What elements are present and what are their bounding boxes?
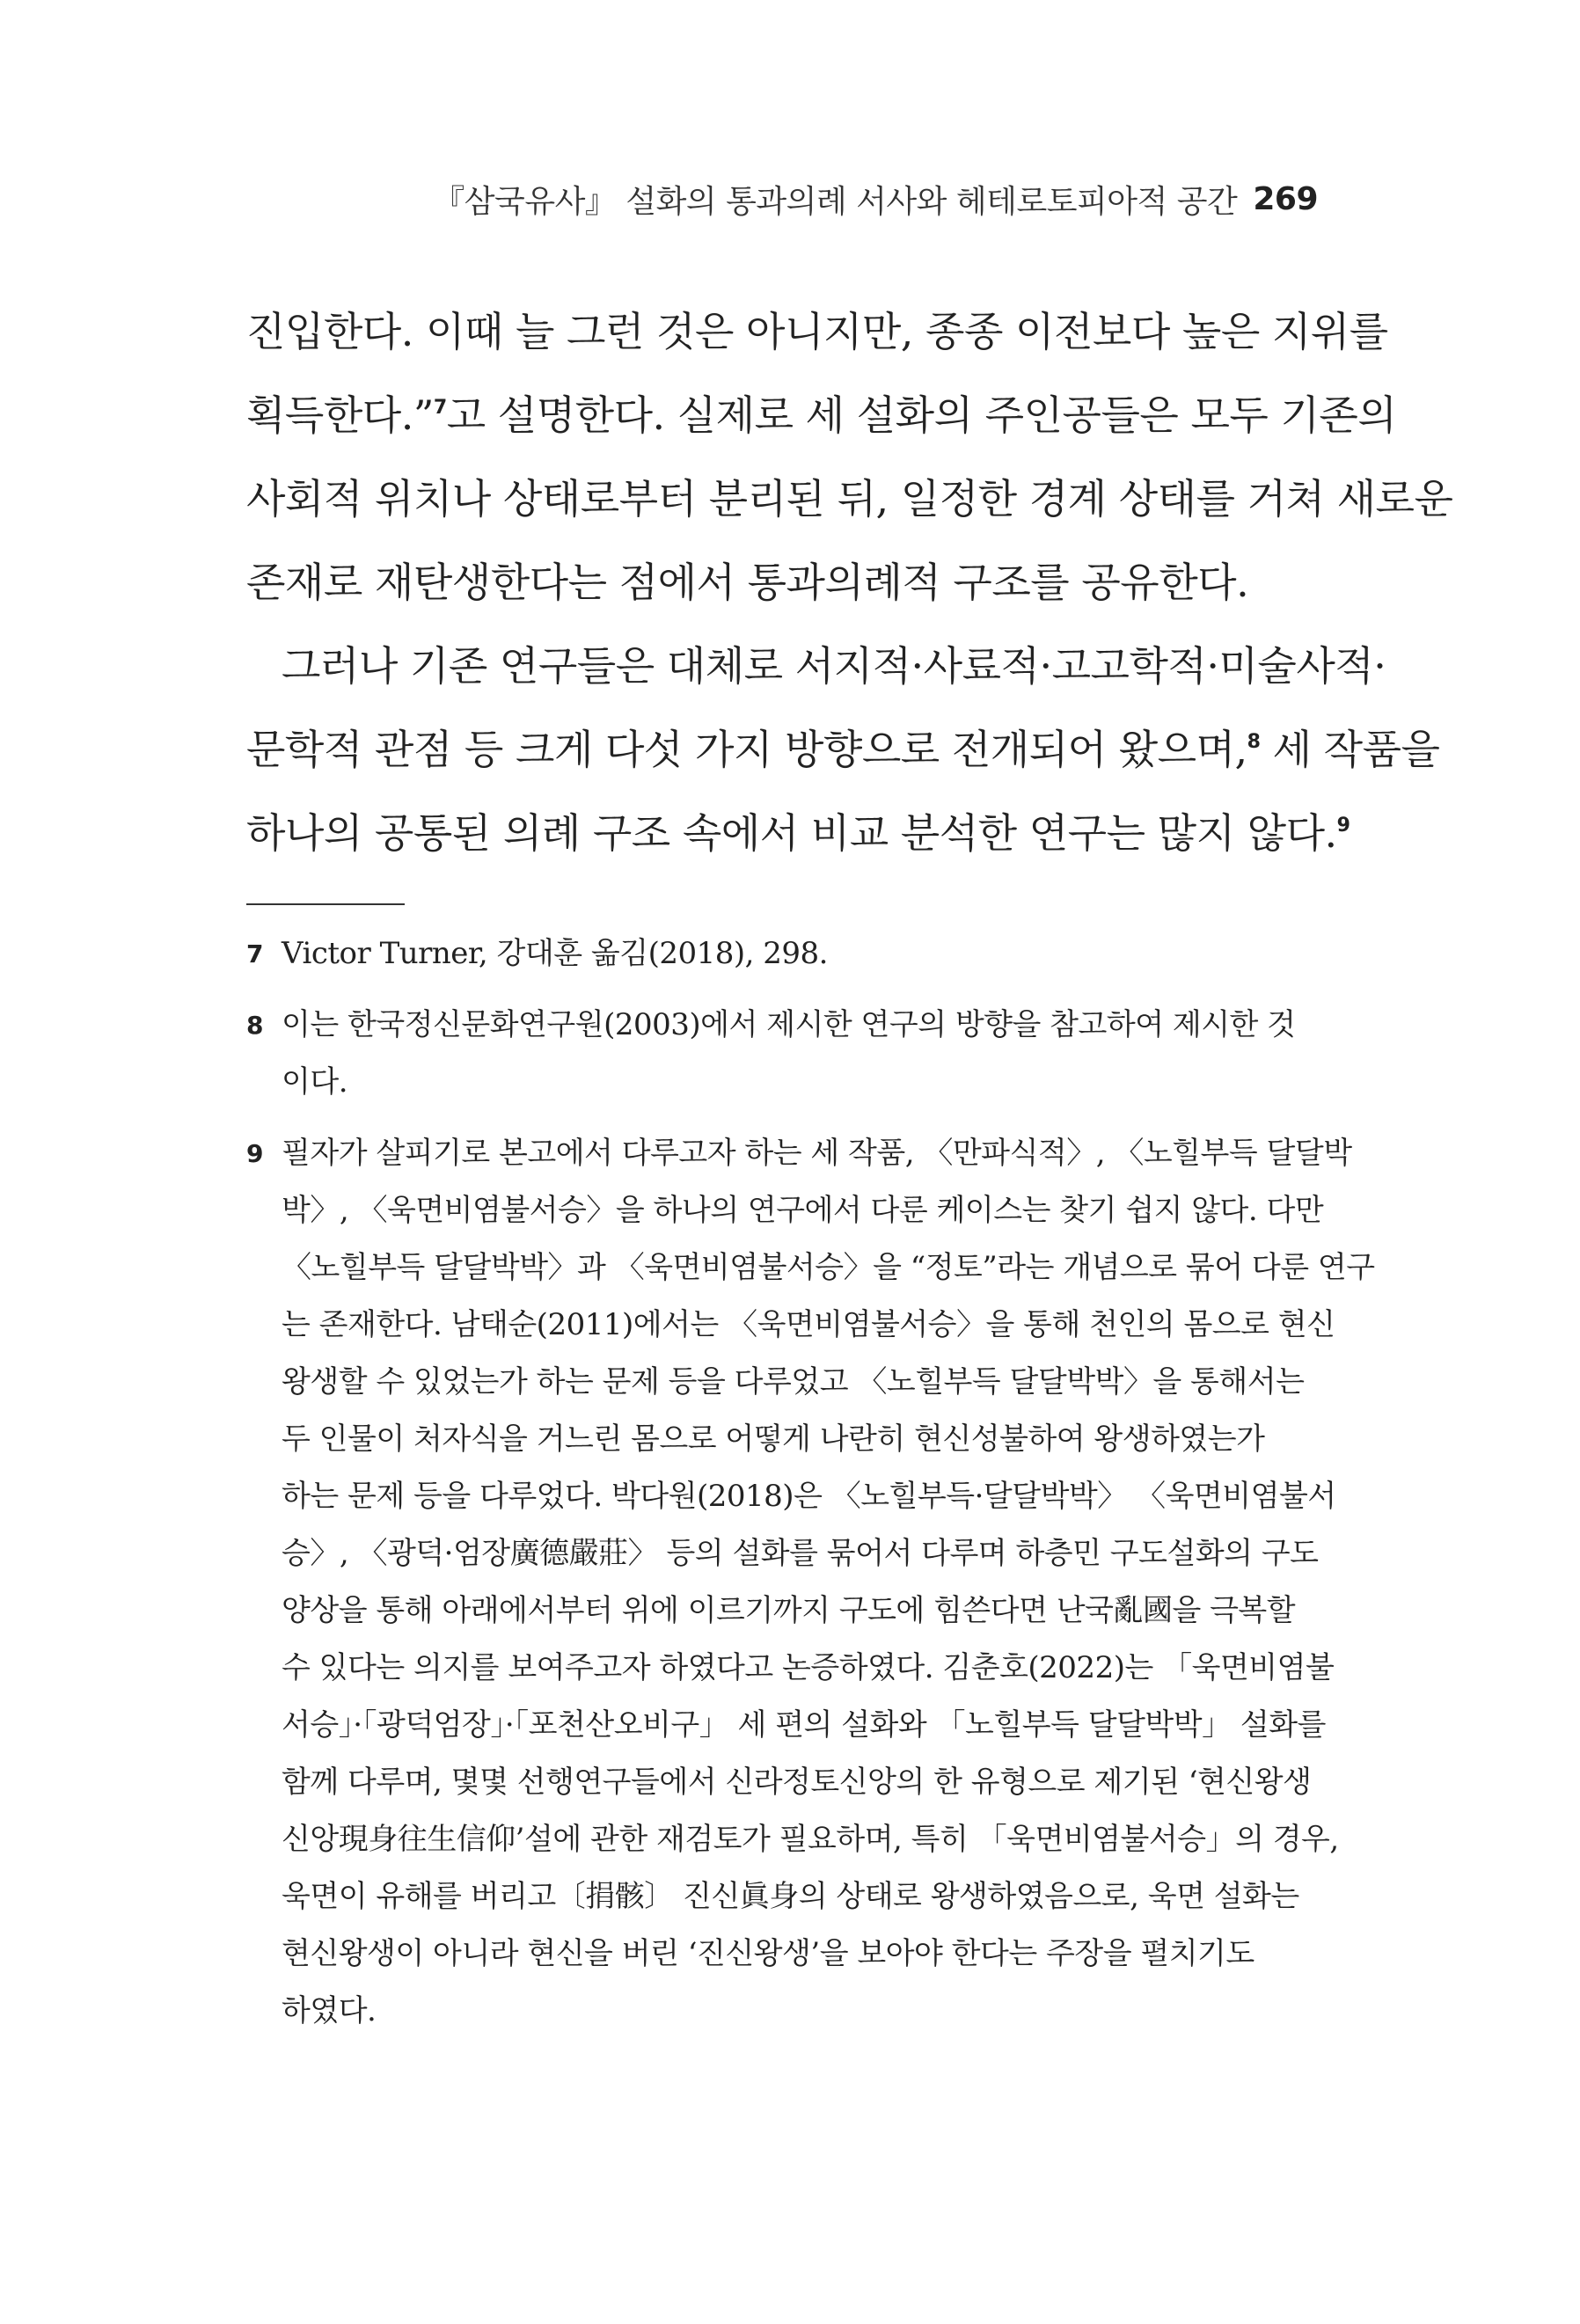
footnote-line: 현신왕생이 아니라 현신을 버린 ‘진신왕생’을 보아야 한다는 주장을 펼치기도 xyxy=(282,1936,1254,1971)
footnote-line: 이다. xyxy=(282,1064,347,1100)
body-line: 존재로 재탄생한다는 점에서 통과의례적 구조를 공유한다. xyxy=(246,559,1249,606)
footnote-line: 박〉, 〈욱면비염불서승〉을 하나의 연구에서 다룬 케이스는 찾기 쉽지 않다. 다만 xyxy=(282,1193,1324,1228)
body-line: 사회적 위치나 상태로부터 분리된 뒤, 일정한 경계 상태를 거쳐 새로운 xyxy=(246,475,1453,523)
footnote-line: 는 존재한다. 남태순(2011)에서는 〈욱면비염불서승〉을 통해 천인의 몸으로 현신 xyxy=(282,1307,1335,1342)
body-line xyxy=(246,374,1397,457)
footnote-ref-8[interactable]: 8 xyxy=(1247,731,1261,753)
footnote-line: 승〉, 〈광덕·엄장廣德嚴莊〉 등의 설화를 묶어서 다루며 하층민 구도설화의 구도 xyxy=(282,1536,1319,1571)
footnotes xyxy=(246,925,1375,2054)
footnote-line: 왕생할 수 있었는가 하는 문제 등을 다루었고 〈노힐부득 달달박박〉을 통해서는 xyxy=(282,1364,1305,1400)
body-text xyxy=(246,290,1453,875)
footnote-line: 수 있다는 의지를 보여주고자 하였다고 논증하였다. 김춘호(2022)는 「욱면비염불 xyxy=(282,1650,1335,1685)
footnote-line: 함께 다루며, 몇몇 선행연구들에서 신라정토신앙의 한 유형으로 제기된 ‘현신왕생 xyxy=(282,1765,1312,1800)
footnote-divider xyxy=(246,903,405,905)
footnote-8 xyxy=(246,997,1318,1111)
body-line xyxy=(246,792,1350,875)
body-line-fragment: 고 설명한다. 실제로 세 설화의 주인공들은 모두 기존의 xyxy=(446,391,1397,439)
running-header xyxy=(246,172,1318,225)
footnote-ref-9[interactable]: 9 xyxy=(1336,815,1350,837)
footnote-line: 신앙現身往生信仰’설에 관한 재검토가 필요하며, 특히 「욱면비염불서승」의 경우, xyxy=(282,1822,1339,1857)
footnote-line: 하였다. xyxy=(282,1993,377,2028)
footnote-number: 8 xyxy=(246,1011,263,1040)
footnote-line: 양상을 통해 아래에서부터 위에 이르기까지 구도에 힘쓴다면 난국亂國을 극복할 xyxy=(282,1593,1296,1628)
footnote-line: Victor Turner, 강대훈 옮김(2018), 298. xyxy=(282,936,828,971)
footnote-line: 하는 문제 등을 다루었다. 박다원(2018)은 〈노힐부득·달달박박〉 〈욱면비염불서 xyxy=(282,1479,1336,1514)
footnote-line: 〈노힐부득 달달박박〉과 〈욱면비염불서승〉을 “정토”라는 개념으로 묶어 다룬 연구 xyxy=(282,1250,1375,1285)
body-line-fragment: 세 작품을 xyxy=(1260,726,1440,773)
footnote-number: 9 xyxy=(246,1139,263,1168)
body-line xyxy=(246,708,1440,792)
footnote-line: 욱면이 유해를 버리고〔捐骸〕 진신眞身의 상태로 왕생하였음으로, 욱면 설화는 xyxy=(282,1879,1299,1914)
body-line-fragment: 하나의 공통된 의례 구조 속에서 비교 분석한 연구는 많지 않다. xyxy=(246,809,1337,857)
footnote-ref-7[interactable]: 7 xyxy=(433,397,447,419)
footnote-line: 두 인물이 처자식을 거느린 몸으로 어떻게 나란히 현신성불하여 왕생하였는가 xyxy=(282,1421,1265,1457)
footnote-9 xyxy=(246,1125,1375,2040)
footnote-line: 필자가 살피기로 본고에서 다루고자 하는 세 작품, 〈만파식적〉, 〈노힐부득 달달박 xyxy=(282,1136,1352,1171)
body-line: 그러나 기존 연구들은 대체로 서지적·사료적·고고학적·미술사적· xyxy=(282,642,1386,690)
body-line: 진입한다. 이때 늘 그런 것은 아니지만, 종종 이전보다 높은 지위를 xyxy=(246,308,1388,355)
body-line-fragment: 획득한다.” xyxy=(246,391,434,439)
body-line-fragment: 문학적 관점 등 크게 다섯 가지 방향으로 전개되어 왔으며, xyxy=(246,726,1247,773)
footnote-7 xyxy=(246,925,1318,983)
page-number: 269 xyxy=(1253,180,1318,217)
running-title: 『삼국유사』 설화의 통과의례 서사와 헤테로토피아적 공간 xyxy=(433,183,1238,220)
footnote-number: 7 xyxy=(246,939,263,968)
footnote-line: 서승」·「광덕엄장」·「포천산오비구」 세 편의 설화와 「노힐부득 달달박박」 설화를 xyxy=(282,1707,1326,1743)
footnote-line: 이는 한국정신문화연구원(2003)에서 제시한 연구의 방향을 참고하여 제시한 것 xyxy=(282,1007,1296,1042)
